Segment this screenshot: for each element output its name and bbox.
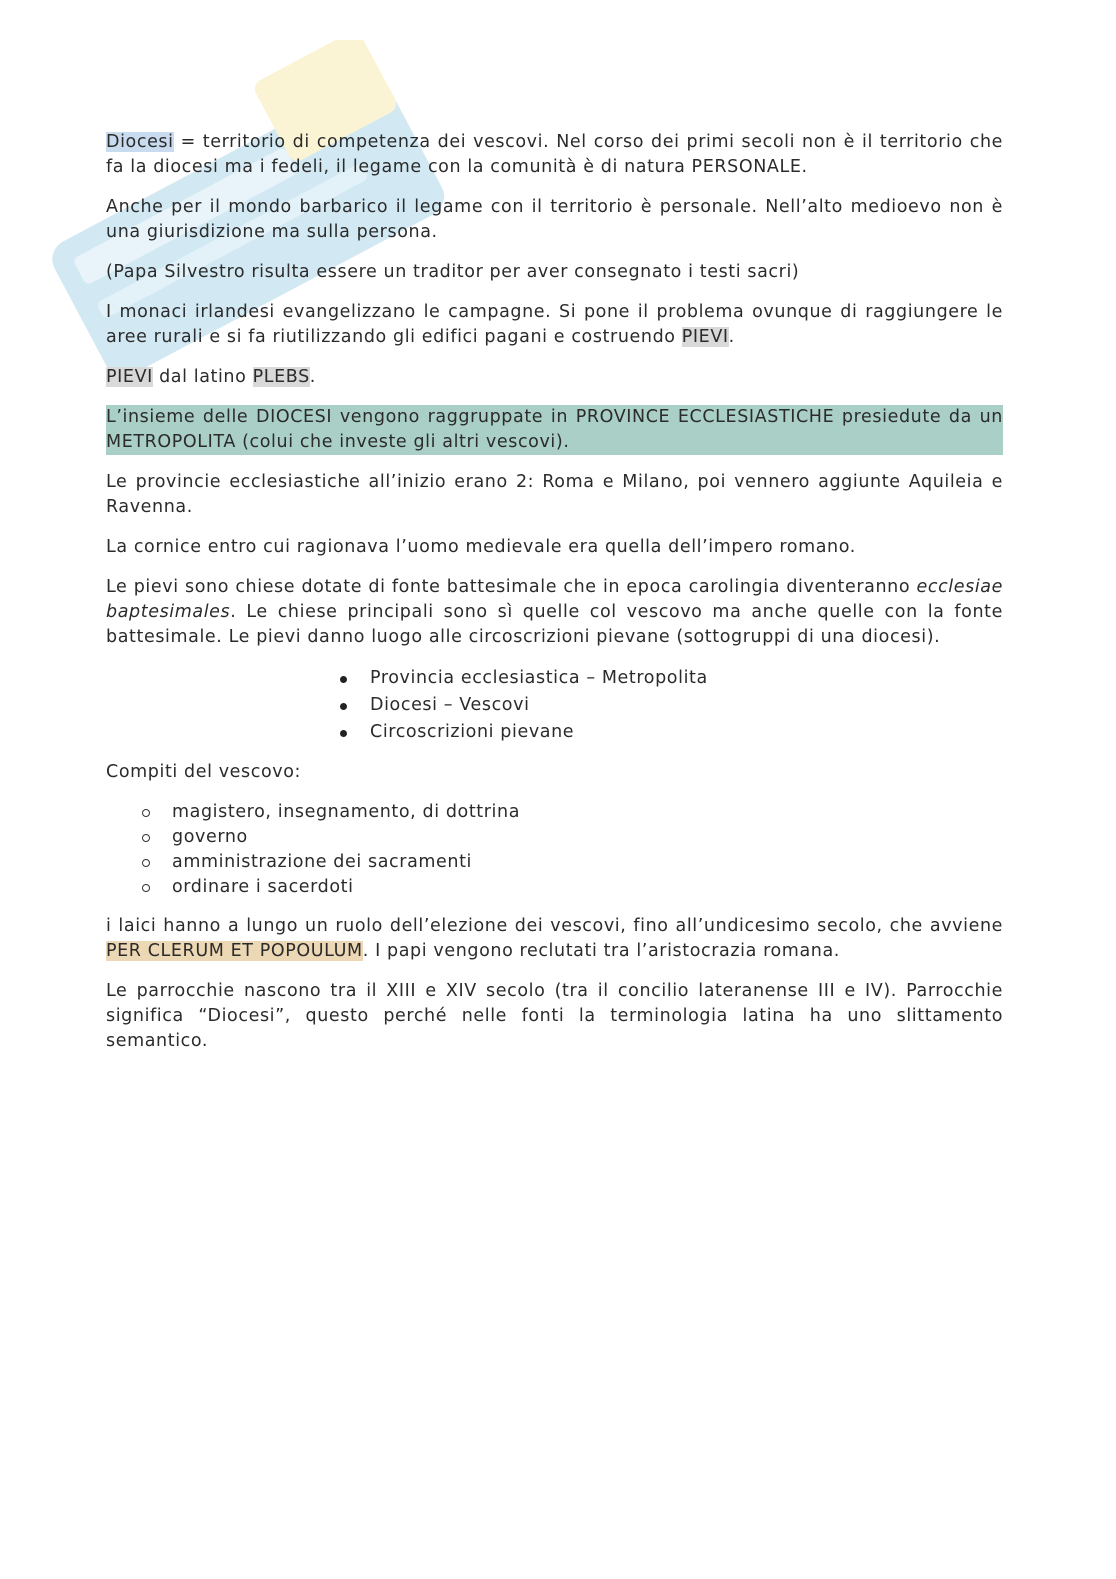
highlight-diocesi: Diocesi <box>106 132 174 152</box>
list-item: governo <box>140 825 1003 850</box>
list-item: Diocesi – Vescovi <box>338 692 1003 719</box>
paragraph-provincie: Le provincie ecclesiastiche all’inizio erano 2: Roma e Milano, poi vennero aggiunte Aquileia e Ravenna. <box>106 472 1003 517</box>
highlight-plebs: PLEBS <box>252 367 310 387</box>
duties-list <box>106 800 1003 900</box>
italic-term: ecclesiae baptesimales <box>106 577 1003 622</box>
list-item: Circoscrizioni pievane <box>338 719 1003 746</box>
paragraph-pievi-fonte: Le pievi sono chiese dotate di fonte battesimale che in epoca carolingia diventeranno ecclesiae baptesimales. Le chiese principali sono sì quelle col vescovo ma anche quelle con la fonte battesimale. Le pievi danno luogo alle circoscrizioni pievane (sottogruppi di una diocesi). <box>106 577 1003 647</box>
hierarchy-list <box>106 665 1003 746</box>
paragraph-province <box>106 405 1003 455</box>
list-item: Provincia ecclesiastica – Metropolita <box>338 665 1003 692</box>
highlight-pievi: PIEVI <box>681 327 729 347</box>
list-item: amministrazione dei sacramenti <box>140 850 1003 875</box>
paragraph-cornice: La cornice entro cui ragionava l’uomo medievale era quella dell’impero romano. <box>106 537 856 557</box>
paragraph-parrocchie: Le parrocchie nascono tra il XIII e XIV secolo (tra il concilio lateranense III e IV). Parrocchie significa “Diocesi”, questo perché nelle fonti la terminologia latina ha uno slittamento semantico. <box>106 981 1003 1051</box>
list-item: magistero, insegnamento, di dottrina <box>140 800 1003 825</box>
paragraph-silvestro: (Papa Silvestro risulta essere un traditor per aver consegnato i testi sacri) <box>106 262 800 282</box>
list-item: ordinare i sacerdoti <box>140 875 1003 900</box>
paragraph-pievi-plebs: PIEVI dal latino PLEBS. <box>106 367 316 387</box>
paragraph-barbarico: Anche per il mondo barbarico il legame con il territorio è personale. Nell’alto medioevo non è una giurisdizione ma sulla persona. <box>106 197 1003 242</box>
highlight-per-clerum: PER CLERUM ET POPOULUM <box>106 941 363 961</box>
document-body <box>106 130 1003 1069</box>
highlight-province: L’insieme delle DIOCESI vengono raggruppate in PROVINCE ECCLESIASTICHE presiedute da un METROPOLITA (colui che investe gli altri vescovi). <box>106 405 1003 455</box>
paragraph-diocesi: Diocesi = territorio di competenza dei vescovi. Nel corso dei primi secoli non è il territorio che fa la diocesi ma i fedeli, il legame con la comunità è di natura PERSONALE. <box>106 132 1003 177</box>
paragraph-monaci: I monaci irlandesi evangelizzano le campagne. Si pone il problema ovunque di raggiungere le aree rurali e si fa riutilizzando gli edifici pagani e costruendo PIEVI. <box>106 302 1003 347</box>
paragraph-compiti: Compiti del vescovo: <box>106 762 302 782</box>
highlight-pievi-2: PIEVI <box>106 367 153 387</box>
paragraph-laici: i laici hanno a lungo un ruolo dell’elezione dei vescovi, fino all’undicesimo secolo, che avviene PER CLERUM ET POPOULUM. I papi vengono reclutati tra l’aristocrazia romana. <box>106 916 1003 961</box>
